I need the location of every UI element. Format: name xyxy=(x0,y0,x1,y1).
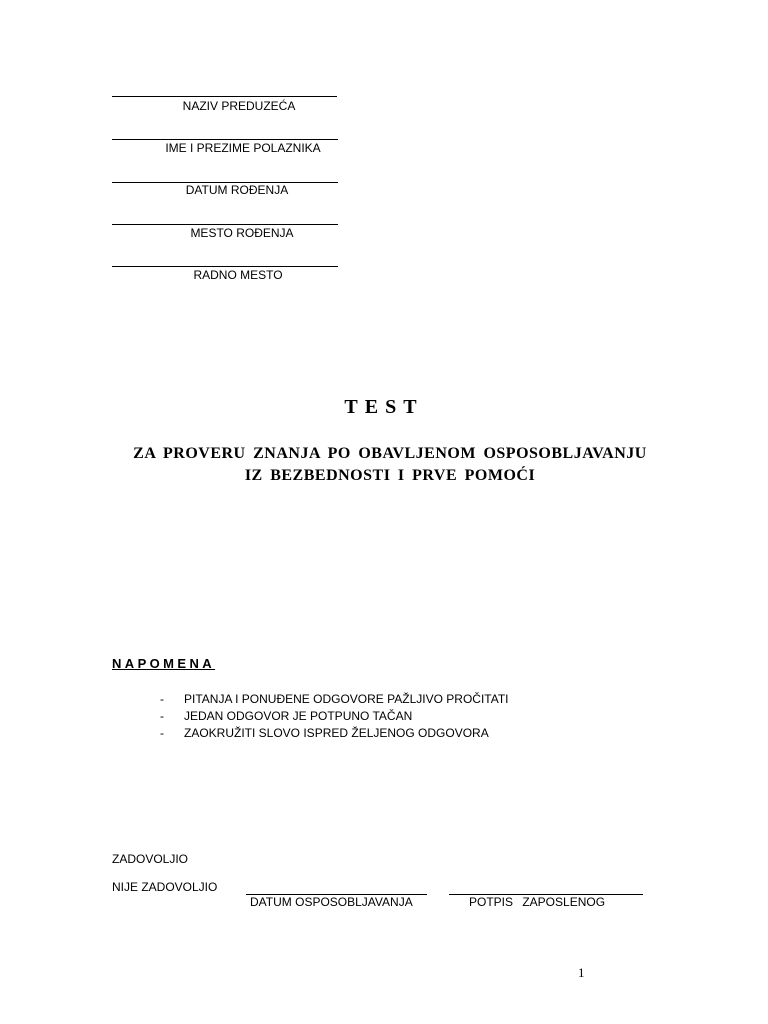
note-title: NAPOMENA xyxy=(112,656,216,671)
list-item xyxy=(160,725,509,742)
bullet-dash: - xyxy=(160,709,164,723)
participant-name-line[interactable] xyxy=(112,139,338,140)
note-item-text: ZAOKRUŽITI SLOVO ISPRED ŽELJENOG ODGOVORA xyxy=(184,726,489,740)
note-list xyxy=(160,691,509,742)
bullet-dash: - xyxy=(160,726,164,740)
training-date-label: DATUM OSPOSOBLJAVANJA xyxy=(250,895,413,909)
birth-place-line[interactable] xyxy=(112,224,338,225)
workplace-label: RADNO MESTO xyxy=(193,268,283,282)
list-item xyxy=(160,708,509,725)
subtitle-line-2: IZ BEZBEDNOSTI I PRVE POMOĆI xyxy=(244,467,536,484)
note-item-text: PITANJA I PONUĐENE ODGOVORE PAŽLJIVO PROČITATI xyxy=(184,692,509,706)
birth-date-label: DATUM ROĐENJA xyxy=(185,183,289,197)
subtitle-line-1: ZA PROVERU ZNANJA PO OBAVLJENOM OSPOSOBLJAVANJU xyxy=(133,445,647,462)
list-item xyxy=(160,691,509,708)
workplace-line[interactable] xyxy=(112,266,338,267)
document-title: TEST xyxy=(344,396,424,418)
birth-place-label: MESTO ROĐENJA xyxy=(190,226,294,240)
note-item-text: JEDAN ODGOVOR JE POTPUNO TAČAN xyxy=(184,709,413,723)
employee-signature-label: POTPIS ZAPOSLENOG xyxy=(469,895,606,909)
page-number: 1 xyxy=(578,965,585,980)
satisfied-label: ZADOVOLJIO xyxy=(112,852,189,866)
participant-name-label: IME I PREZIME POLAZNIKA xyxy=(165,141,321,155)
not-satisfied-label: NIJE ZADOVOLJIO xyxy=(112,880,218,894)
bullet-dash: - xyxy=(160,692,164,706)
company-name-line[interactable] xyxy=(112,96,337,97)
company-name-label: NAZIV PREDUZEĆA xyxy=(182,99,296,113)
